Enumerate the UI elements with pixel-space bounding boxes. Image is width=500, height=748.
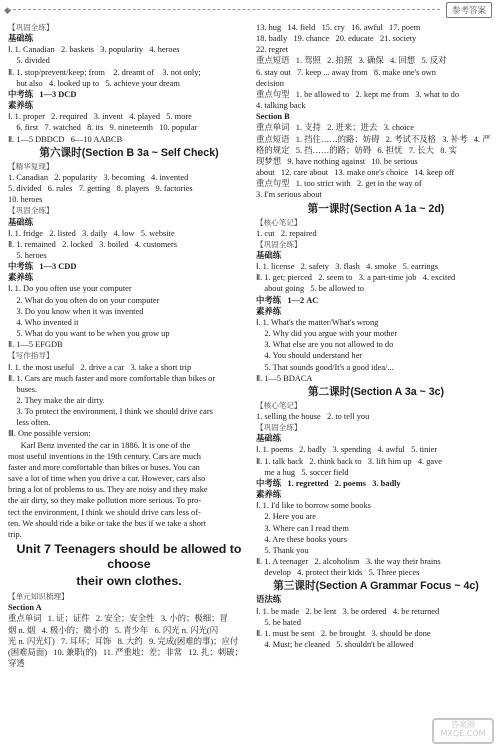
answer-line: 中考练 1—3 CDD (8, 262, 77, 272)
page-header (0, 0, 500, 20)
answer-line: 中考练 1—3 DCD (8, 89, 77, 99)
answer-line: most useful inventions in the 19th century. Cars are much (8, 451, 201, 461)
answer-line: 18. badly 19. chance 20. educate 21. society (256, 34, 417, 44)
answer-line: bring a lot of problems to us. They are noisy and they make (8, 485, 208, 495)
answer-line: Ⅰ. 1. Do you often use your computer (8, 284, 132, 294)
answer-line: 3. Where can I read them (256, 523, 349, 533)
answer-line: trip. (8, 529, 22, 539)
section-heading: 第一课时(Section A 1a ~ 2d) (307, 202, 445, 215)
unit-title: Unit 7 Teenagers should be allowed to choose (16, 542, 242, 572)
answer-line: 1. Canadian 2. popularity 3. becoming 4. invented (8, 172, 189, 182)
answer-line: 13. hug 14. field 15. cry 16. awful 17. poem (256, 23, 421, 32)
answer-line: 素养练 (8, 273, 34, 283)
answer-line: 22. regret (256, 45, 289, 55)
answer-line: 素养练 (256, 490, 282, 500)
answer-line: 5. What do you want to be when you grow up (8, 329, 170, 339)
answer-line: Ⅰ. 1. fridge 2. listed 3. daily 4. low 5. website (8, 228, 175, 238)
answer-line: 5. be hated (256, 617, 301, 627)
answer-line: 4. Who invented it (8, 317, 79, 327)
answer-line: buses. (8, 384, 38, 394)
answer-line: Section A (8, 603, 42, 613)
answer-line: 3. I'm serious about (256, 190, 322, 200)
answer-line: develop 4. protect their kids 5. Three pieces (256, 568, 420, 578)
left-column (8, 22, 250, 669)
answer-line: 5. That sounds good/It's a good idea/... (256, 362, 394, 372)
answer-line: Ⅰ. 1. What's the matter/What's wrong (256, 317, 379, 327)
answer-line: decision (256, 78, 284, 88)
answer-line: 现梦想 9. have nothing against 10. be serious (256, 156, 418, 166)
answer-line: about 12. care about 13. make one's choice 14. keep off (256, 168, 455, 178)
answer-line: ten. We should ride a bike or take the bus if we take a short (8, 518, 207, 528)
subsection-label: 【巩固全练】 (8, 206, 54, 216)
header-marker-icon: ◆ (4, 5, 11, 15)
answer-line: 2. Why did you argue with your mother (256, 329, 398, 339)
answer-line: 2. They make the air dirty. (8, 396, 105, 405)
answer-line: 语法练 (256, 595, 282, 605)
answer-line: Ⅰ. 1. poems 2. badly 3. spending 4. awful 5. tinier (256, 445, 438, 455)
answer-line: 3. What else are you not allowed to do (256, 340, 394, 350)
answer-line: me a hug 5. soccer field (256, 467, 349, 477)
answer-line: 4. Must; be cleaned 5. shouldn't be allowed (256, 639, 414, 649)
answer-line: Section B (256, 112, 290, 122)
answer-line: 重点短语 1. 挡住……的路；妨碍 2. 考试不及格 3. 补考 4. 严 (256, 134, 491, 144)
subsection-label: 【巩固全练】 (8, 23, 54, 32)
right-column (256, 22, 496, 650)
answer-line: 5. divided 6. rules 7. getting 8. players 9. factories (8, 184, 193, 194)
answer-line: Ⅰ. 1. the most useful 2. drive a car 3. take a short trip (8, 362, 192, 372)
answer-line: 中考练 1. regretted 2. poems 3. badly (256, 478, 401, 488)
answer-line: 重点句型 1. be allowed to 2. kept me from 3. what to do (256, 89, 460, 99)
answer-line: 重点单词 1. 证；证件 2. 安全；安全性 3. 小的；极细；冒 (8, 614, 228, 624)
answer-line: Ⅱ. 1. A teenager 2. alcoholism 3. the way their brains (256, 557, 441, 567)
answer-line: Ⅲ. One possible version: (8, 429, 91, 439)
answer-line: Ⅱ. 1. talk back 2. think back to 3. lift him up 4. gave (256, 456, 443, 466)
answer-line: Ⅰ. 1. proper 2. required 3. invent 4. played 5. more (8, 112, 192, 122)
subsection-label: 【精华复现】 (8, 161, 54, 171)
answer-line: 3. To protect the environment, I think we should drive cars (8, 407, 213, 417)
answer-line: 1. cut 2. repaired (256, 228, 317, 238)
answer-line: save a lot of time when you drive a car. However, cars also (8, 474, 206, 484)
answer-line: 重点单词 1. 支持 2. 进来；进去 3. choice (256, 123, 414, 133)
answer-line: 重点短语 1. 驾照 2. 拍照 3. 确保 4. 回想 5. 反对 (256, 56, 447, 66)
answer-line: 4. talking back (256, 101, 306, 111)
answer-line: Ⅱ. 1. must be sent 2. be brought 3. should be done (256, 628, 431, 638)
answer-line: faster and more comfortable than bikes or buses. You can (8, 462, 200, 472)
watermark-stamp: 答案圈 MXQE.COM (432, 718, 494, 744)
answer-line: but also 4. looked up to 5. achieve your dream (8, 78, 180, 88)
section-heading: 第六课时(Section B 3a ~ Self Check) (39, 146, 219, 159)
answer-line: tect the environment, I think we should drive cars less of- (8, 507, 201, 517)
answer-line: 素养练 (8, 101, 34, 111)
answer-line: 5. divided (8, 56, 50, 66)
answer-line: Ⅰ. 1. license 2. safety 3. flash 4. smoke 5. earrings (256, 262, 439, 272)
header-tag: 参考答案 (446, 2, 492, 18)
answer-line: 5. Thank you (256, 545, 309, 555)
answer-line: Ⅰ. 1. be made 2. be lent 3. be ordered 4. be returned (256, 606, 440, 616)
answer-line: less often. (8, 418, 51, 428)
subsection-label: 【核心笔记】 (256, 217, 302, 227)
section-heading: 第三课时(Section A Grammar Focus ~ 4c) (273, 580, 479, 593)
answer-line: Ⅱ. 1. get; pierced 2. seem to 3. a part-time job 4. excited (256, 273, 456, 283)
answer-line: 2. Here you are (256, 512, 316, 522)
answer-line: Ⅱ. 1—5 BDACA (256, 373, 313, 383)
answer-line: 烟 n. 烟 4. 极小的；微小的 5. 青少年 6. 闪光 n. 闪光(闪 (8, 625, 219, 635)
answer-line: 基础练 (256, 250, 282, 260)
answer-line: Ⅰ. 1. I'd like to borrow some books (256, 501, 371, 511)
subsection-label: 【巩固全练】 (256, 239, 302, 249)
subsection-label: 【核心笔记】 (256, 400, 302, 410)
section-heading: 第二课时(Section A 3a ~ 3c) (307, 385, 445, 398)
answer-line: 素养练 (256, 306, 282, 316)
subsection-label: 【巩固全练】 (256, 423, 302, 433)
answer-line: 格的规定 5. 挡……的路；妨碍 6. 担忧 7. 长大 8. 实 (256, 145, 457, 155)
header-rule (8, 9, 440, 10)
answer-line: Ⅱ. 1—5 DBDCD 6—10 AABCB (8, 134, 123, 144)
answer-line: 重点句型 1. too strict with 2. get in the way of (256, 179, 422, 189)
answer-line: 5. heroes (8, 250, 47, 260)
answer-line: Ⅰ. 1. Canadian 2. baskets 3. popularity 4. heroes (8, 45, 180, 55)
answer-line: 基础练 (8, 217, 34, 227)
answer-line: (困难局面) 10. 兼职(的) 11. 严重地；差；非常 12. 扎；刺破；穿透 (8, 647, 243, 668)
answer-line: Ⅱ. 1—5 EFGDB (8, 340, 63, 350)
subsection-label: 【单元知识梳理】 (8, 592, 69, 602)
subsection-label: 【写作指导】 (8, 351, 54, 361)
answer-line: Ⅱ. 1. stop/prevent/keep; from 2. dreamt of 3. not only; (8, 67, 201, 77)
answer-line: Ⅱ. 1. remained 2. locked 3. boiled 4. customers (8, 239, 178, 249)
answer-line: 4. Are these books yours (256, 534, 347, 544)
answer-line: Ⅱ. 1. Cars are much faster and more comfortable than bikes or (8, 373, 216, 383)
answer-line: 6. stay out 7. keep ... away from 8. make one's own (256, 67, 436, 77)
answer-line: 2. What do you often do on your computer (8, 295, 160, 305)
answer-line: 6. first 7. watched 8. its 9. nineteenth 10. popular (8, 123, 198, 133)
answer-line: 光 n. 闪光灯) 7. 耳环；耳饰 8. 大约 9. 完成(困难的事)；应付 (8, 636, 239, 646)
answer-line: 基础练 (8, 34, 34, 44)
answer-line: 基础练 (256, 434, 282, 444)
answer-line: 1. selling the house 2. to tell you (256, 412, 370, 421)
answer-line: 4. You should understand her (256, 351, 363, 361)
answer-line: Karl Benz invented the car in 1886. It is one of the (8, 440, 191, 450)
unit-title: their own clothes. (76, 574, 182, 589)
answer-line: the air dirty, so they make pollution more serious. To pro- (8, 496, 202, 506)
answer-line: 中考练 1—2 AC (256, 295, 319, 305)
answer-line: 3. Do you know when it was invented (8, 306, 144, 316)
answer-line: about going 5. be allowed to (256, 284, 364, 294)
answer-line: 10. heroes (8, 195, 43, 205)
